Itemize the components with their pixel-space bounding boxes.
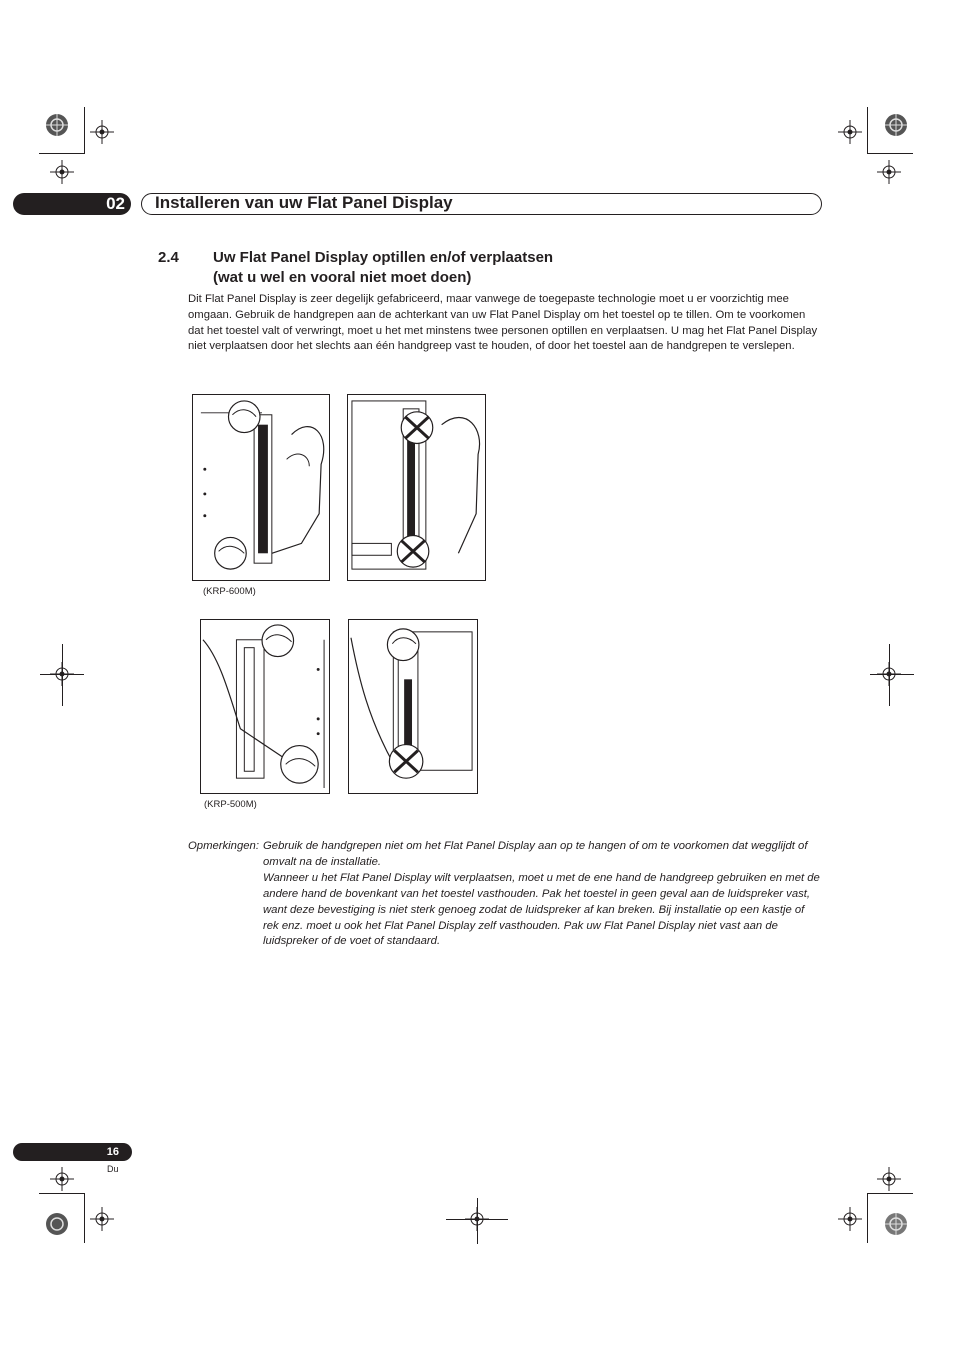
crosshair-icon [877, 1167, 901, 1191]
intro-paragraph: Dit Flat Panel Display is zeer degelijk gefabriceerd, maar vanwege de toegepaste technologie moet u er voorzichtig mee omgaan. Gebruik de handgrepen aan de achterkant van uw Flat Panel Display om het toestel op te tillen. Om te voorkomen dat het toestel valt of verwringt, moet u het met minstens twee personen optillen en verplaatsen. U mag het Flat Panel Display niet verplaatsen door het slechts aan één handgreep vast te houden, of door het toestel aan de handgrepen te verslepen. [188, 293, 818, 353]
registration-circle-icon [884, 113, 908, 137]
illustration-krp500m-incorrect [348, 619, 478, 794]
chapter-number-badge: 02 [13, 193, 131, 215]
crosshair-icon [838, 120, 862, 144]
section-heading [158, 248, 553, 288]
page-number-badge: 16 [13, 1143, 132, 1161]
registration-circle-icon [45, 113, 69, 137]
crosshair-icon [90, 1207, 114, 1231]
illustration-krp600m-correct [192, 394, 330, 581]
illustration-krp600m-incorrect [347, 394, 486, 581]
registration-circle-icon [45, 1212, 69, 1236]
illustration-krp500m-correct [200, 619, 330, 794]
notes-block [188, 839, 822, 950]
crosshair-icon [50, 160, 74, 184]
figure-caption-krp600m: (KRP-600M) [203, 586, 256, 597]
section-title-line2: (wat u wel en vooral niet moet doen) [213, 269, 472, 286]
language-code: Du [107, 1164, 119, 1174]
crosshair-icon [838, 1207, 862, 1231]
registration-circle-icon [884, 1212, 908, 1236]
chapter-title: Installeren van uw Flat Panel Display [155, 193, 453, 212]
figure-caption-krp500m: (KRP-500M) [204, 799, 257, 810]
section-title-line1: Uw Flat Panel Display optillen en/of verplaatsen [213, 249, 554, 266]
crosshair-icon [877, 160, 901, 184]
crosshair-icon [50, 1167, 74, 1191]
crosshair-icon [90, 120, 114, 144]
section-number: 2.4 [158, 249, 179, 266]
note-paragraph: Wanneer u het Flat Panel Display wilt verplaatsen, moet u met de ene hand de handgreep gebruiken en met de andere hand de bovenkant van het toestel vasthouden. Pak het toestel in geen geval aan de luidspreker vast, want deze bevestiging is niet sterk genoeg zodat de luidspreker af kan breken. Bij installatie op een kastje of rek enz. moet u ook het Flat Panel Display zelf vasthouden. Pak uw Flat Panel Display niet vast aan de luidspreker of de voet of standaard. [263, 871, 820, 948]
note-paragraph: Gebruik de handgrepen niet om het Flat Panel Display aan op te hangen of om te voorkomen dat wegglijdt of omvalt na de installatie. [263, 840, 808, 868]
notes-label: Opmerkingen: [188, 840, 259, 852]
